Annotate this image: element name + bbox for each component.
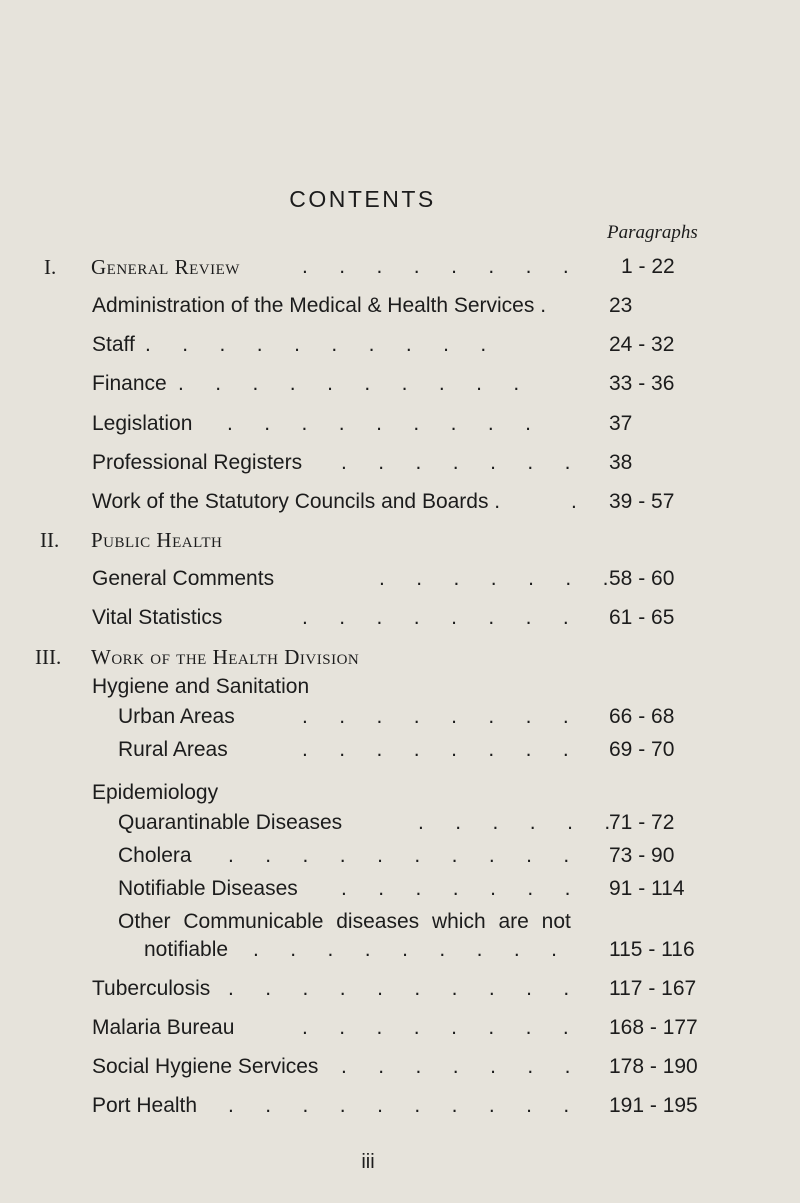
leader-dots: . . . . . . . . . . xyxy=(228,1094,583,1117)
paragraph-range: 117 - 167 xyxy=(609,977,697,1000)
paragraph-range: 178 - 190 xyxy=(609,1055,698,1078)
entry-general-comments: General Comments xyxy=(92,567,275,590)
leader-dots: . . . . . . . . . . xyxy=(145,333,500,356)
leader-dots: . . . . . . . . xyxy=(302,255,582,278)
paragraph-range: 91 - 114 xyxy=(609,877,685,900)
entry-malaria-bureau: Malaria Bureau xyxy=(92,1016,235,1039)
entry-rural-areas: Rural Areas xyxy=(118,738,228,761)
leader-dots: . . . . . . . . xyxy=(302,606,582,629)
entry-administration: Administration of the Medical & Health Services . xyxy=(92,294,547,317)
section-title-general-review: General Review xyxy=(91,255,240,279)
leader-dots: . . . . . . . xyxy=(341,877,584,900)
page-number: iii xyxy=(361,1151,375,1173)
entry-cholera: Cholera xyxy=(118,844,192,867)
entry-notifiable-diseases: Notifiable Diseases xyxy=(118,877,298,900)
paragraph-range: 39 - 57 xyxy=(609,490,675,513)
leader-dots: . . . . . . . . . xyxy=(227,412,544,435)
paragraph-range: 66 - 68 xyxy=(609,705,675,728)
entry-finance: Finance xyxy=(92,372,167,395)
leader-dots: . . . . . . . . xyxy=(302,1016,582,1039)
entry-legislation: Legislation xyxy=(92,412,193,435)
paragraph-range: 23 xyxy=(609,294,633,317)
entry-staff: Staff xyxy=(92,333,135,356)
entry-notifiable-continued: notifiable xyxy=(144,938,229,961)
section-title-public-health: Public Health xyxy=(91,528,223,552)
entry-statutory-councils: Work of the Statutory Councils and Boards . xyxy=(92,490,501,513)
paragraph-range: 115 - 116 xyxy=(609,938,695,961)
entry-other-communicable: Other Communicable diseases which are not xyxy=(118,910,571,933)
entry-urban-areas: Urban Areas xyxy=(118,705,235,728)
paragraph-range: 71 - 72 xyxy=(609,811,675,834)
section-numeral: II. xyxy=(40,528,60,552)
paragraphs-column-heading: Paragraphs xyxy=(607,222,698,243)
paragraph-range: 69 - 70 xyxy=(609,738,675,761)
paragraph-range: 61 - 65 xyxy=(609,606,675,629)
paragraph-range: 24 - 32 xyxy=(609,333,675,356)
entry-tuberculosis: Tuberculosis xyxy=(92,977,211,1000)
paragraph-range: 33 - 36 xyxy=(609,372,675,395)
paragraph-range: 58 - 60 xyxy=(609,567,675,590)
entry-quarantinable-diseases: Quarantinable Diseases xyxy=(118,811,343,834)
leader-dots: . . . . . . . . . . xyxy=(178,372,533,395)
subheading-epidemiology: Epidemiology xyxy=(92,781,219,804)
subheading-hygiene: Hygiene and Sanitation xyxy=(92,675,310,698)
leader-dots: . xyxy=(571,490,590,513)
entry-vital-statistics: Vital Statistics xyxy=(92,606,223,629)
paragraph-range: 38 xyxy=(609,451,633,474)
leader-dots: . . . . . . . . . xyxy=(253,938,570,961)
section-title-health-division: Work of the Health Division xyxy=(91,645,360,669)
section-numeral: III. xyxy=(35,645,62,669)
paragraph-range: 73 - 90 xyxy=(609,844,675,867)
leader-dots: . . . . . . . . xyxy=(302,738,582,761)
paragraph-range: 168 - 177 xyxy=(609,1016,698,1039)
leader-dots: . . . . . . . . . . xyxy=(228,977,583,1000)
leader-dots: . . . . . . xyxy=(418,811,623,834)
leader-dots: . . . . . . . xyxy=(379,567,622,590)
entry-social-hygiene: Social Hygiene Services xyxy=(92,1055,319,1078)
entry-port-health: Port Health xyxy=(92,1094,198,1117)
leader-dots: . . . . . . . . xyxy=(302,705,582,728)
leader-dots: . . . . . . . xyxy=(341,1055,584,1078)
paragraph-range: 1 - 22 xyxy=(621,255,675,278)
leader-dots: . . . . . . . xyxy=(341,451,584,474)
entry-professional-registers: Professional Registers xyxy=(92,451,303,474)
paragraph-range: 191 - 195 xyxy=(609,1094,698,1117)
leader-dots: . . . . . . . . . . xyxy=(228,844,583,867)
section-numeral: I. xyxy=(44,255,57,279)
paragraph-range: 37 xyxy=(609,412,633,435)
page-title: CONTENTS xyxy=(289,186,436,212)
